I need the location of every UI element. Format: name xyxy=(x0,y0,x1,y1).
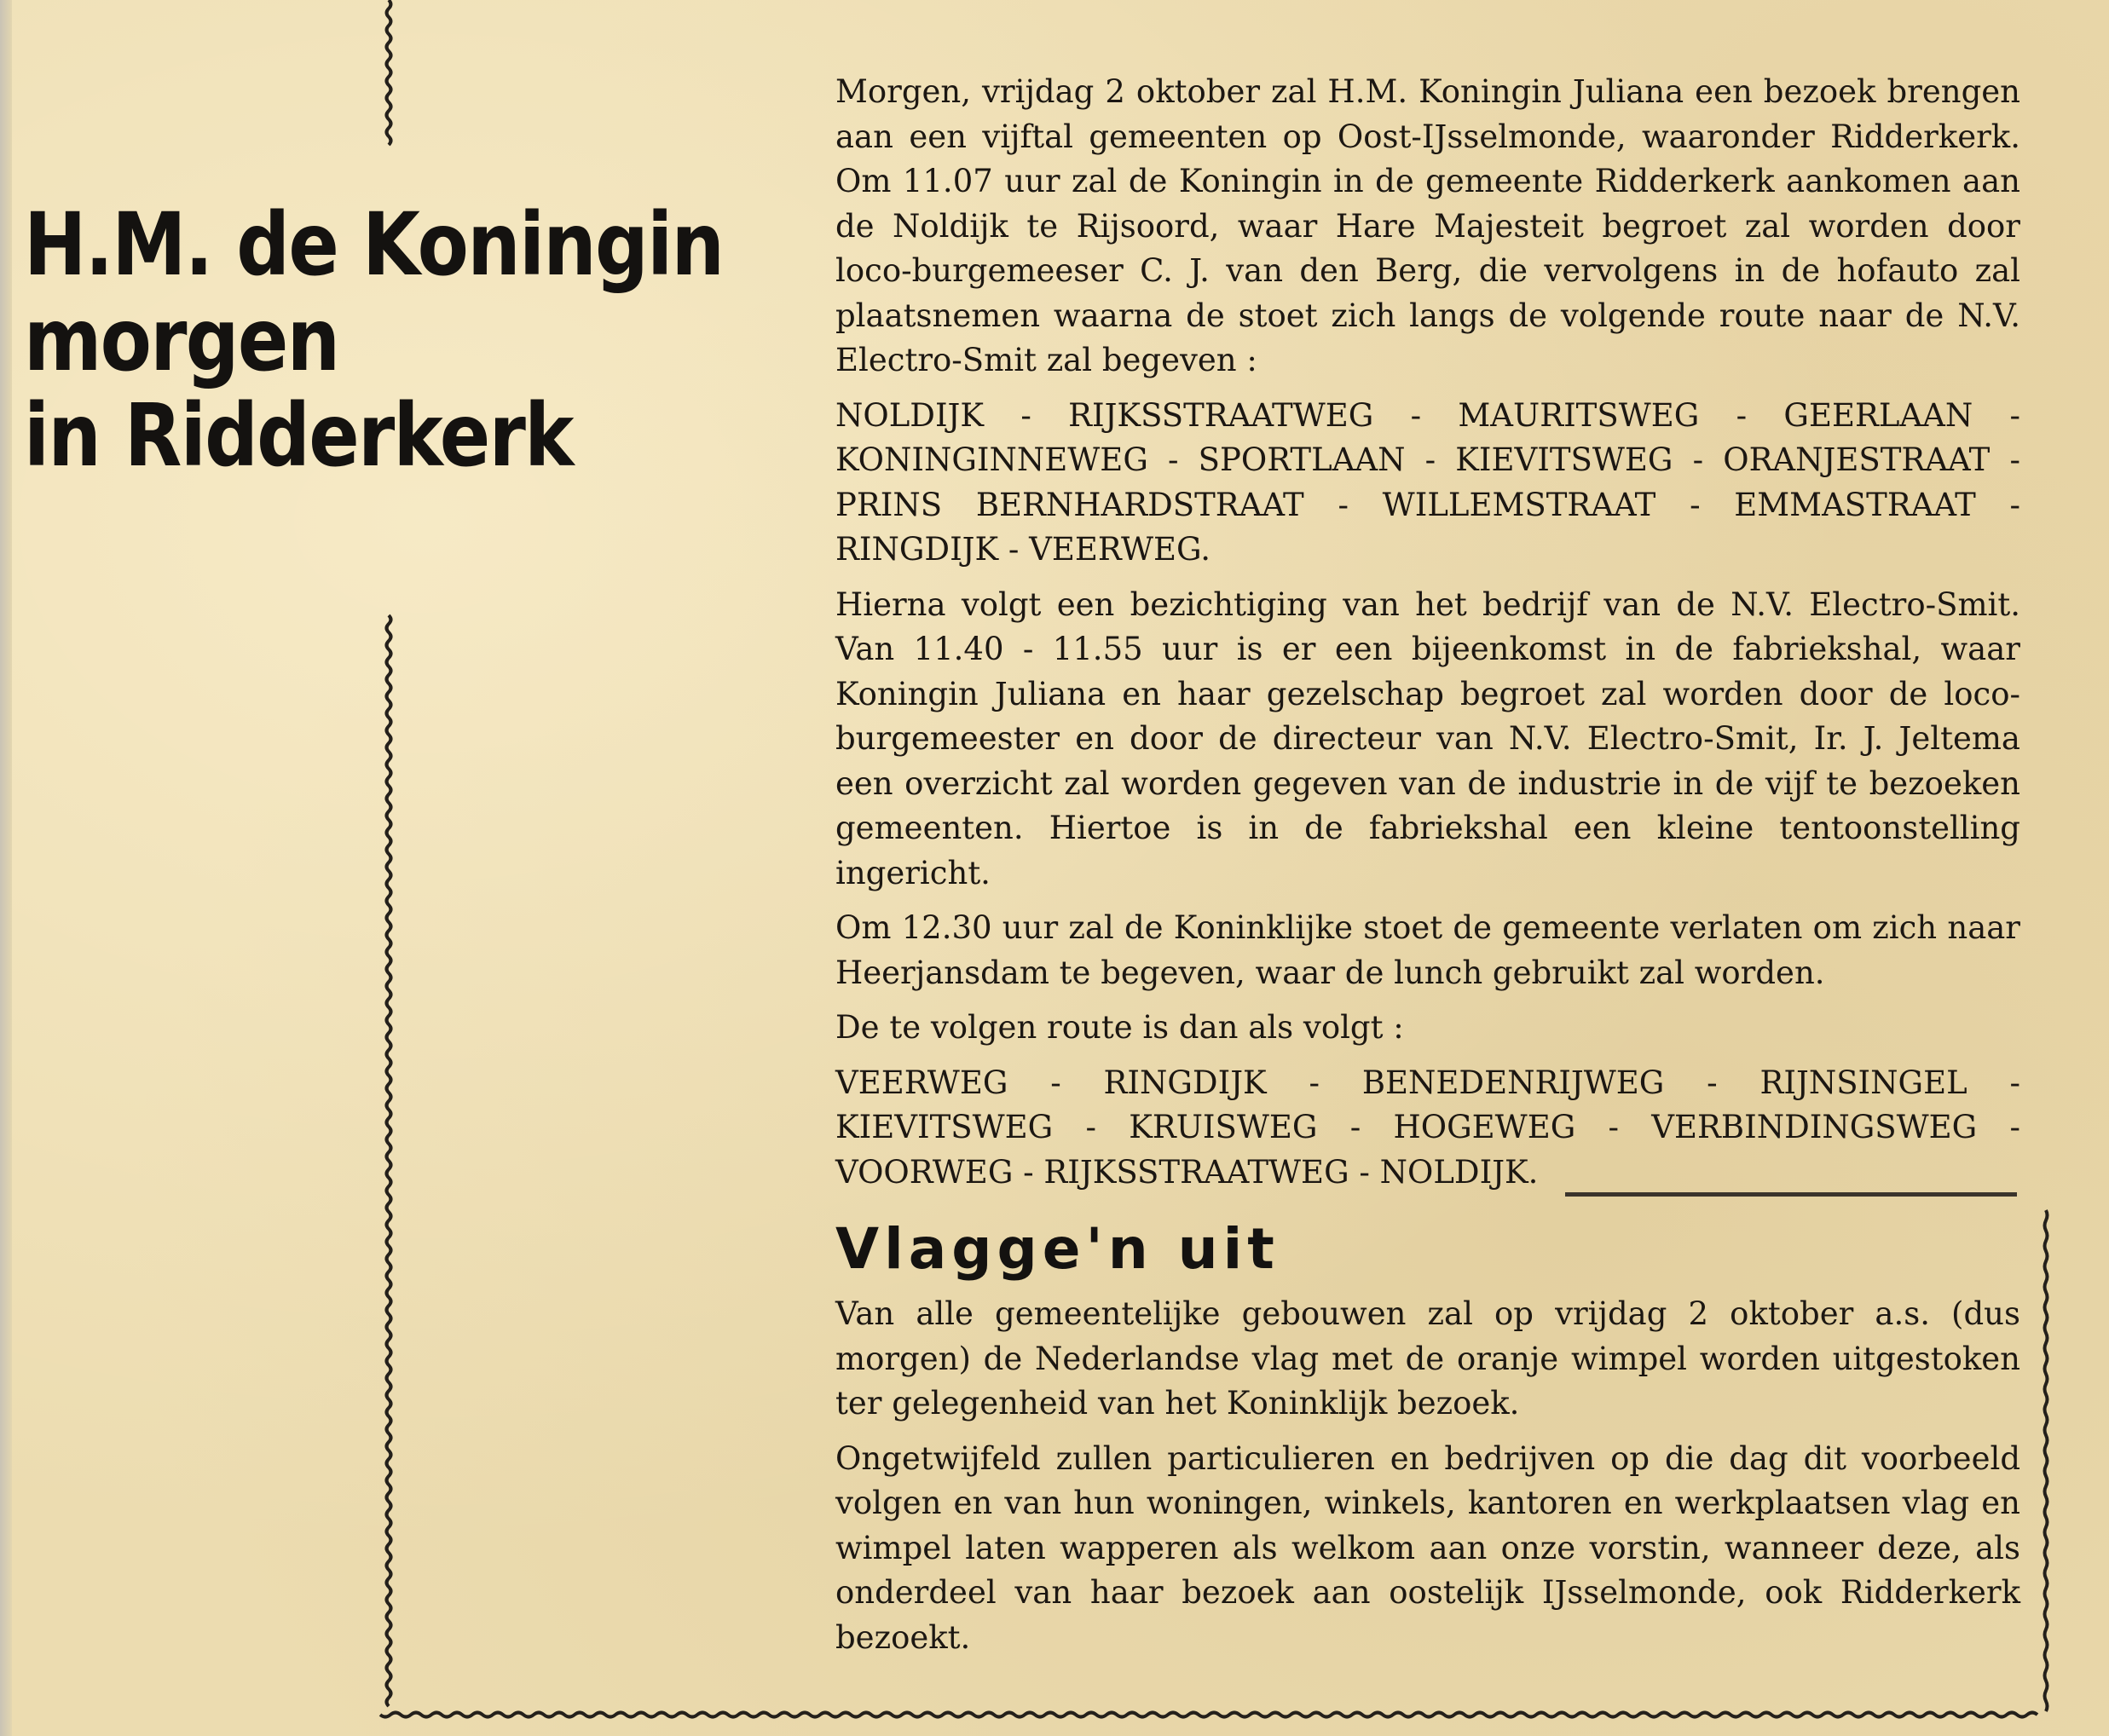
bottom-divider xyxy=(380,1713,2037,1717)
route-paragraph-1: NOLDIJK - RIJKSSTRAATWEG - MAURITSWEG - GEERLAAN - KONINGINNEWEG - SPORTLAAN - KIEVITSWEG - ORANJESTRAAT - PRINS BERNHARDSTRAAT - WILLEMSTRAAT - EMMASTRAAT - RINGDIJK - VEERWEG. xyxy=(835,396,2020,568)
intro-paragraph: Morgen, vrijdag 2 oktober zal H.M. Koningin Juliana een bezoek brengen aan een vijftal gemeenten op Oost-IJsselmonde, waaronder Ridderkerk. Om 11.07 uur zal de Koningin in de gemeente Ridderkerk aankomen aan de Noldijk te Rijsoord, waar Hare Majesteit begroet zal worden door loco-burgemeeser C. J. van den Berg, die vervolgens in de hofauto zal plaatsnemen waarna de stoet zich langs de volgende route naar de N.V. Electro-Smit zal begeven : xyxy=(835,73,2020,378)
right-border xyxy=(2045,1210,2048,1711)
section-rule xyxy=(1565,1192,2017,1197)
headline-line-1: H.M. de Koningin xyxy=(24,194,724,296)
flags-paragraph-2: Ongetwijfeld zullen particulieren en bedrijven op die dag dit voorbeeld volgen en van hun woningen, winkels, kantoren en werkplaatsen vlag en wimpel laten wapperen als welkom aan onze vorstin, wanneer deze, als onderdeel van haar bezoek aan oostelijk IJsselmonde, ook Ridderkerk bezoekt. xyxy=(835,1439,2020,1656)
visit-paragraph: Hierna volgt een bezichtiging van het bedrijf van de N.V. Electro-Smit. Van 11.40 - 11.55 uur is er een bijeenkomst in de fabriekshal, waar Koningin Juliana en haar gezelschap begroet zal worden door de loco-burgemeester en door de directeur van N.V. Electro-Smit, Ir. J. Jeltema een overzicht zal worden gegeven van de industrie in de vijf te bezoeken gemeenten. Hiertoe is in de fabriekshal een kleine tentoonstelling ingericht. xyxy=(835,585,2020,891)
headline xyxy=(24,194,724,487)
headline-line-3: in Ridderkerk xyxy=(24,385,573,487)
section-heading: Vlagge'n uit xyxy=(835,1216,1280,1282)
vertical-divider-bottom xyxy=(387,615,391,1706)
headline-line-2: morgen xyxy=(24,290,339,391)
route-paragraph-2: VEERWEG - RINGDIJK - BENEDENRIJWEG - RIJNSINGEL - KIEVITSWEG - KRUISWEG - HOGEWEG - VERBINDINGSWEG - VOORWEG - RIJKSSTRAATWEG - NOLDIJK. xyxy=(835,1064,2020,1191)
route-intro: De te volgen route is dan als volgt : xyxy=(835,1009,1404,1046)
flags-paragraph-1: Van alle gemeentelijke gebouwen zal op vrijdag 2 oktober a.s. (dus morgen) de Nederlandse vlag met de oranje wimpel worden uitgestoken ter gelegenheid van het Koninklijk bezoek. xyxy=(835,1295,2020,1422)
vertical-divider-top xyxy=(387,0,391,145)
article-body xyxy=(835,70,2020,1670)
departure-paragraph: Om 12.30 uur zal de Koninklijke stoet de gemeente verlaten om zich naar Heerjansdam te begeven, waar de lunch gebruikt zal worden. xyxy=(835,909,2020,991)
